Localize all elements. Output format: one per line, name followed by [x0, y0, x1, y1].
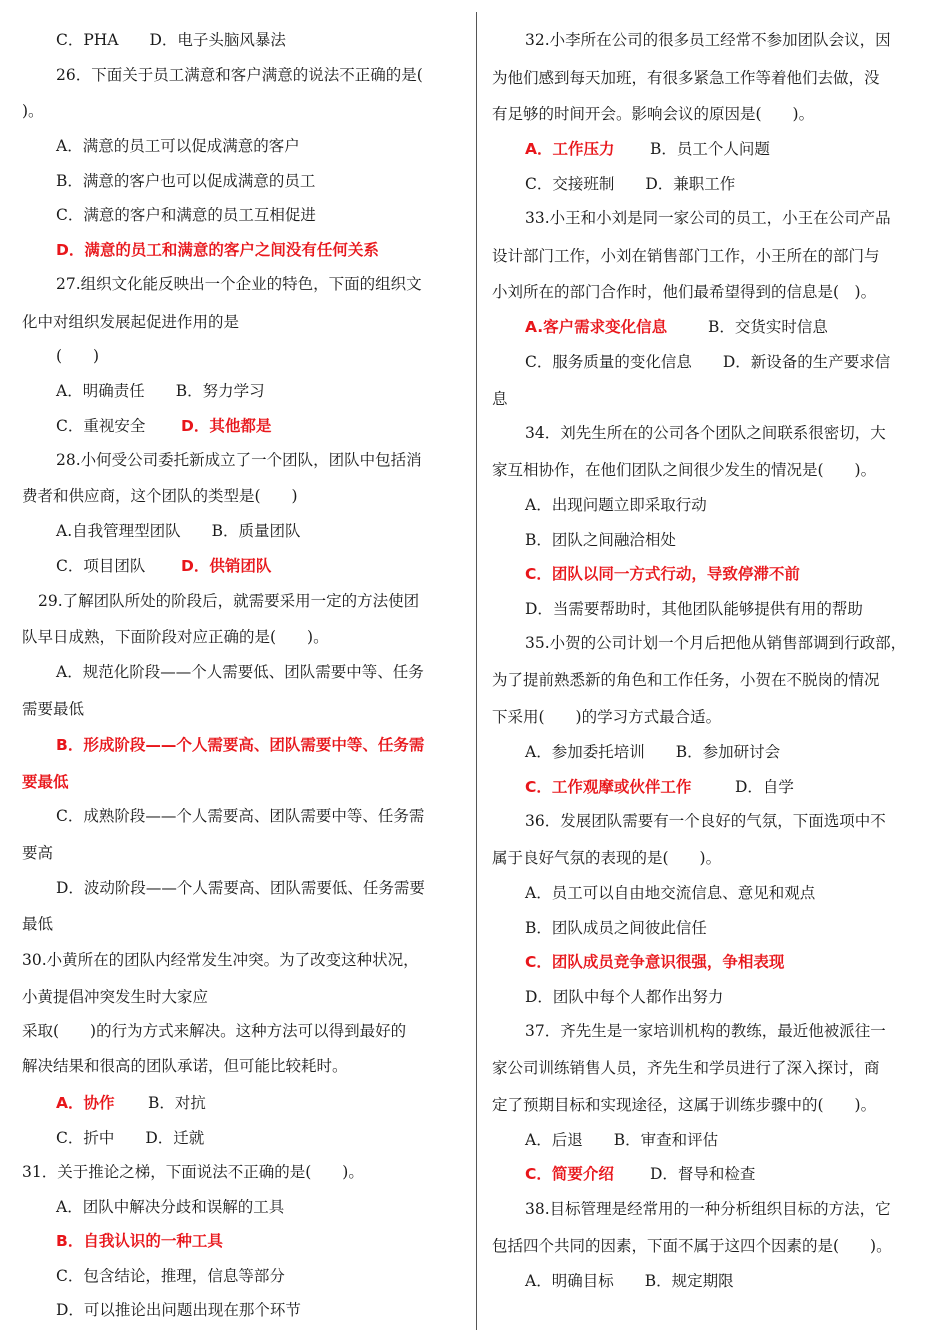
text-line: 33.小王和小刘是同一家公司的员工，小王在公司产品 — [525, 209, 891, 227]
text-line: 为他们感到每天加班，有很多紧急工作等着他们去做，没 — [492, 69, 880, 87]
text-line: C．交接班制 D．兼职工作 — [525, 175, 736, 193]
text-line: D．可以推论出问题出现在那个环节 — [56, 1301, 301, 1319]
text-line: D．波动阶段——个人需要高、团队需要低、任务需要 — [56, 879, 425, 897]
text-line: C．PHA D．电子头脑风暴法 — [56, 31, 286, 49]
answer-line: C．简要介绍 — [525, 1165, 614, 1183]
answer-line: C．工作观摩或伙伴工作 — [525, 778, 692, 796]
text-line: D．自学 — [735, 778, 794, 796]
text-line: 要高 — [22, 844, 54, 862]
text-line: C．成熟阶段——个人需要高、团队需要中等、任务需 — [56, 807, 425, 825]
column-divider — [476, 12, 477, 1330]
text-line: 下采用( )的学习方式最合适。 — [492, 708, 722, 726]
text-line: 属于良好气氛的表现的是( )。 — [492, 849, 722, 867]
text-line: 28.小何受公司委托新成立了一个团队，团队中包括消 — [56, 451, 422, 469]
text-line: C．服务质量的变化信息 D．新设备的生产要求信 — [525, 353, 891, 371]
text-line: B．团队之间融洽相处 — [525, 531, 676, 549]
text-line: 小刘所在的部门合作时，他们最希望得到的信息是( )。 — [492, 283, 877, 301]
answer-line: A．协作 — [56, 1094, 115, 1112]
text-line: )。 — [22, 102, 44, 120]
text-line: 31．关于推论之梯，下面说法不正确的是( )。 — [22, 1163, 364, 1181]
text-line: 38.目标管理是经常用的一种分析组织目标的方法，它 — [525, 1200, 891, 1218]
text-line: 定了预期目标和实现途径，这属于训练步骤中的( )。 — [492, 1096, 877, 1114]
text-line: A．参加委托培训 B．参加研讨会 — [525, 743, 781, 761]
text-line: 34．刘先生所在的公司各个团队之间联系很密切，大 — [525, 424, 886, 442]
answer-line: C．团队以同一方式行动，导致停滞不前 — [525, 565, 800, 583]
text-line: 为了提前熟悉新的角色和工作任务，小贺在不脱岗的情况 — [492, 671, 880, 689]
text-line: 包括四个共同的因素，下面不属于这四个因素的是( )。 — [492, 1237, 892, 1255]
answer-line: A．工作压力 — [525, 140, 615, 158]
text-line: 32.小李所在公司的很多员工经常不参加团队会议，因 — [525, 31, 891, 49]
text-line: 队早日成熟，下面阶段对应正确的是( )。 — [22, 628, 329, 646]
text-line: A．出现问题立即采取行动 — [525, 496, 707, 514]
text-line: D．团队中每个人都作出努力 — [525, 988, 724, 1006]
text-line: B．满意的客户也可以促成满意的员工 — [56, 172, 316, 190]
text-line: A.自我管理型团队 B．质量团队 — [56, 522, 301, 540]
text-line: A．满意的员工可以促成满意的客户 — [56, 137, 300, 155]
text-line: 家公司训练销售人员，齐先生和学员进行了深入探讨，商 — [492, 1059, 880, 1077]
text-line: 35.小贺的公司计划一个月后把他从销售部调到行政部， — [525, 634, 907, 652]
answer-line: A.客户需求变化信息 — [525, 318, 668, 336]
text-line: B．对抗 — [148, 1094, 206, 1112]
text-line: A．员工可以自由地交流信息、意见和观点 — [525, 884, 816, 902]
text-line: A．规范化阶段——个人需要低、团队需要中等、任务 — [56, 663, 424, 681]
text-line: 27.组织文化能反映出一个企业的特色，下面的组织文 — [56, 275, 422, 293]
answer-line: B．自我认识的一种工具 — [56, 1232, 223, 1250]
answer-line: D．满意的员工和满意的客户之间没有任何关系 — [56, 241, 379, 259]
text-line: A．团队中解决分歧和误解的工具 — [56, 1198, 285, 1216]
text-line: D．督导和检查 — [650, 1165, 756, 1183]
text-line: C．满意的客户和满意的员工互相促进 — [56, 206, 316, 224]
text-line: B．团队成员之间彼此信任 — [525, 919, 707, 937]
text-line: B．交货实时信息 — [708, 318, 828, 336]
text-line: B．员工个人问题 — [650, 140, 770, 158]
text-line: 最低 — [22, 915, 54, 933]
text-line: C．重视安全 — [56, 417, 146, 435]
text-line: 26．下面关于员工满意和客户满意的说法不正确的是( — [56, 66, 423, 84]
answer-line: D．其他都是 — [181, 417, 272, 435]
text-line: D．当需要帮助时，其他团队能够提供有用的帮助 — [525, 600, 863, 618]
text-line: A．后退 B．审查和评估 — [525, 1131, 719, 1149]
text-line: A．明确责任 B．努力学习 — [56, 382, 265, 400]
answer-line: C．团队成员竞争意识很强，争相表现 — [525, 953, 785, 971]
text-line: 37．齐先生是一家培训机构的教练，最近他被派往一 — [525, 1022, 886, 1040]
answer-line: B．形成阶段——个人需要高、团队需要中等、任务需 — [56, 736, 425, 754]
text-line: 采取( )的行为方式来解决。这种方法可以得到最好的 — [22, 1022, 407, 1040]
text-line: A．明确目标 B．规定期限 — [525, 1272, 734, 1290]
text-line: C．项目团队 — [56, 557, 146, 575]
text-line: 息 — [492, 390, 508, 408]
text-line: 29.了解团队所处的阶段后，就需要采用一定的方法使团 — [38, 592, 420, 610]
text-line: 小黄提倡冲突发生时大家应 — [22, 988, 209, 1006]
text-line: ( ) — [56, 347, 100, 365]
text-line: 化中对组织发展起促进作用的是 — [22, 313, 240, 331]
text-line: 费者和供应商，这个团队的类型是( ) — [22, 487, 298, 505]
answer-line: D．供销团队 — [181, 557, 272, 575]
text-line: 需要最低 — [22, 700, 85, 718]
text-line: C．包含结论，推理，信息等部分 — [56, 1267, 285, 1285]
text-line: 36．发展团队需要有一个良好的气氛，下面选项中不 — [525, 812, 886, 830]
text-line: 30.小黄所在的团队内经常发生冲突。为了改变这种状况， — [22, 951, 419, 969]
text-line: 解决结果和很高的团队承诺，但可能比较耗时。 — [22, 1057, 348, 1075]
answer-line: 要最低 — [22, 773, 69, 791]
text-line: 家互相协作，在他们团队之间很少发生的情况是( )。 — [492, 461, 877, 479]
text-line: C．折中 D．迁就 — [56, 1129, 205, 1147]
text-line: 设计部门工作，小刘在销售部门工作，小王所在的部门与 — [492, 247, 880, 265]
text-line: 有足够的时间开会。影响会议的原因是( )。 — [492, 105, 815, 123]
